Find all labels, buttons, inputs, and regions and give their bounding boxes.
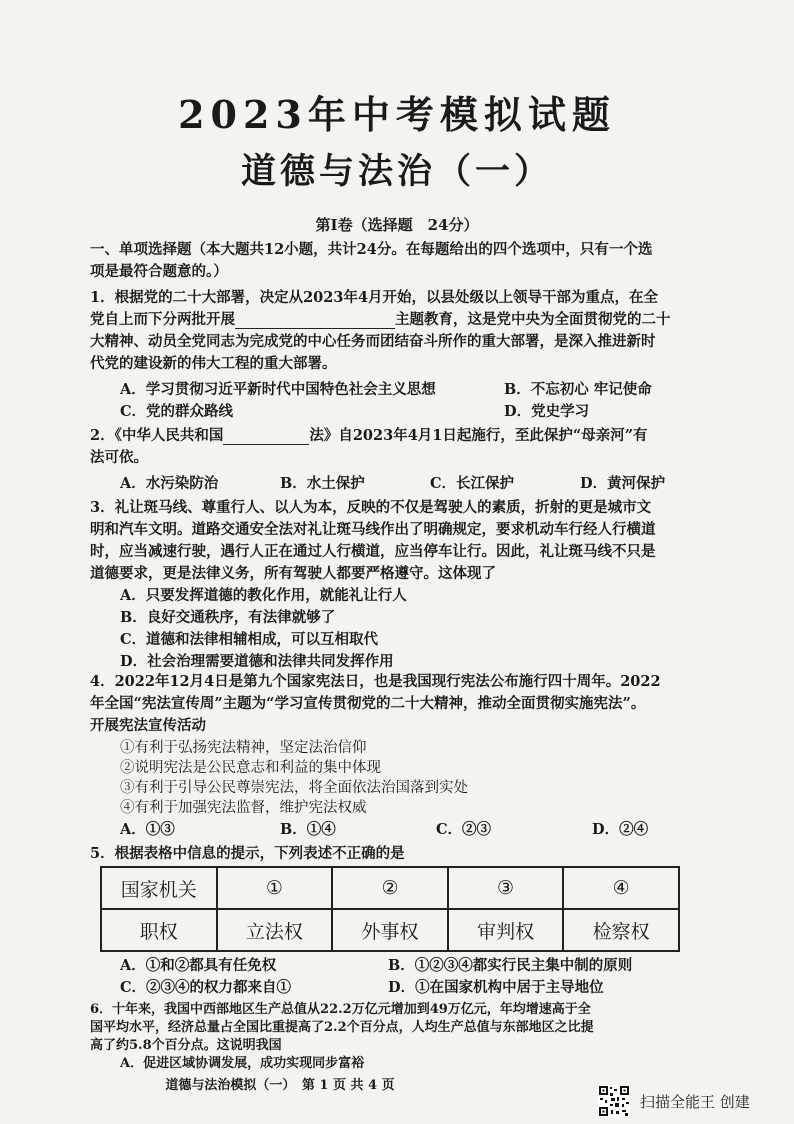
q1-option-d: D．党史学习 [504, 403, 590, 420]
table-cell: 国家机关 [101, 867, 217, 909]
q1-stem-line-1: 1．根据党的二十大部署，决定从2023年4月开始，以县处级以上领导干部为重点，在全 [90, 289, 659, 306]
q4-statement-1: ①有利于弘扬宪法精神，坚定法治信仰 [120, 740, 367, 756]
q2-stem-line-1b: 法》自2023年4月1日起施行，至此保护“母亲河”有 [309, 427, 648, 444]
exam-subtitle: 道德与法治（一） [240, 151, 553, 192]
q4-statement-4: ④有利于加强宪法监督，维护宪法权威 [120, 800, 367, 816]
q1-stem-line-2b: 主题教育，这是党中央为全面贯彻党的二十 [395, 311, 671, 328]
q6-option-a: A．促进区域协调发展，成功实现同步富裕 [120, 1056, 365, 1071]
q4-statement-2: ②说明宪法是公民意志和利益的集中体现 [120, 760, 381, 776]
table-cell: ② [332, 867, 448, 909]
q2-option-b: B．水土保护 [280, 475, 365, 492]
q4-option-c: C．②③ [436, 821, 492, 838]
q1-stem-line-4: 代党的建设新的伟大工程的重大部署。 [90, 355, 337, 372]
q2-option-a: A．水污染防治 [120, 475, 219, 492]
q6-stem-line-1: 6．十年来，我国中西部地区生产总值从22.2万亿元增加到49万亿元，年均增速高于全 [90, 1002, 591, 1017]
table-cell: 职权 [101, 909, 217, 951]
q2-stem-line-2: 法可依。 [90, 449, 148, 466]
q4-statement-3: ③有利于引导公民尊崇宪法，将全面依法治国落到实处 [120, 780, 468, 796]
table-cell: ③ [448, 867, 564, 909]
table-row [101, 867, 679, 909]
q4-stem-line-1: 4．2022年12月4日是第九个国家宪法日，也是我国现行宪法公布施行四十周年。2022 [90, 673, 661, 690]
q3-stem-line-1: 3．礼让斑马线、尊重行人、以人为本，反映的不仅是驾驶人的素质，折射的更是城市文 [90, 499, 652, 516]
section-intro-line-2: 项是最符合题意的。） [90, 263, 228, 280]
table-cell: ① [217, 867, 333, 909]
q2-stem-line-1 [90, 424, 648, 445]
q3-stem-line-4: 道德要求，更是法律义务，所有驾驶人都要严格遵守。这体现了 [90, 565, 496, 582]
q1-stem-line-2a: 党自上而下分两批开展 [90, 311, 235, 328]
q5-stem: 5．根据表格中信息的提示，下列表述不正确的是 [90, 845, 405, 862]
table-cell: 审判权 [448, 909, 564, 951]
q5-option-d: D．①在国家机构中居于主导地位 [388, 979, 604, 996]
q1-blank [235, 312, 395, 329]
q4-option-d: D．②④ [592, 821, 649, 838]
q3-option-b: B．良好交通秩序，有法律就够了 [120, 609, 336, 626]
q6-stem-line-2: 国平均水平，经济总量占全国比重提高了2.2个百分点，人均生产总值与东部地区之比提 [90, 1020, 594, 1035]
q1-option-c: C．党的群众路线 [120, 403, 234, 420]
q2-stem-line-1a: 2．《中华人民共和国 [90, 427, 224, 444]
q2-option-c: C．长江保护 [430, 475, 515, 492]
table-cell: 立法权 [217, 909, 333, 951]
q3-option-a: A．只要发挥道德的教化作用，就能礼让行人 [120, 587, 407, 604]
scanner-watermark [598, 1084, 750, 1118]
q2-option-d: D．黄河保护 [580, 475, 666, 492]
q1-stem-line-3: 大精神、动员全党同志为完成党的中心任务而团结奋斗所作的重大部署，是深入推进新时 [90, 333, 656, 350]
exam-title: 2023年中考模拟试题 [178, 92, 616, 137]
q4-option-b: B．①④ [280, 821, 336, 838]
q4-option-a: A．①③ [120, 821, 175, 838]
section-intro-line-1: 一、单项选择题（本大题共12小题，共计24分。在每题给出的四个选项中，只有一个选 [90, 241, 653, 258]
q3-stem-line-2: 明和汽车文明。道路交通安全法对礼让斑马线作出了明确规定，要求机动车行经人行横道 [90, 521, 656, 538]
q2-blank [223, 428, 309, 445]
q5-option-c: C．②③④的权力都来自① [120, 979, 292, 996]
table-row [101, 909, 679, 951]
q1-option-a: A．学习贯彻习近平新时代中国特色社会主义思想 [120, 381, 436, 398]
q1-stem-line-2 [90, 308, 671, 329]
authority-table [100, 866, 680, 952]
q6-stem-line-3: 高了约5.8个百分点。这说明我国 [90, 1038, 282, 1053]
q4-stem-line-2: 年全国“宪法宣传周”主题为“学习宣传贯彻党的二十大精神，推动全面贯彻实施宪法”。 [90, 695, 646, 712]
q3-option-c: C．道德和法律相辅相成，可以互相取代 [120, 631, 379, 648]
q3-stem-line-3: 时，应当减速行驶，遇行人正在通过人行横道，应当停车让行。因此，礼让斑马线不只是 [90, 543, 656, 560]
q4-stem-line-3: 开展宪法宣传活动 [90, 717, 206, 734]
table-cell: 检察权 [563, 909, 679, 951]
table-cell: ④ [563, 867, 679, 909]
q3-option-d: D．社会治理需要道德和法律共同发挥作用 [120, 653, 394, 670]
q1-option-b: B．不忘初心 牢记使命 [504, 381, 652, 398]
q5-option-a: A．①和②都具有任免权 [120, 957, 277, 974]
scanner-label: 扫描全能王 创建 [640, 1092, 750, 1111]
qr-code-icon [598, 1085, 630, 1117]
page-footer: 道德与法治模拟（一） 第 1 页 共 4 页 [165, 1078, 395, 1093]
q5-option-b: B．①②③④都实行民主集中制的原则 [388, 957, 633, 974]
table-cell: 外事权 [332, 909, 448, 951]
section-heading: 第Ⅰ卷（选择题 24分） [315, 216, 479, 234]
